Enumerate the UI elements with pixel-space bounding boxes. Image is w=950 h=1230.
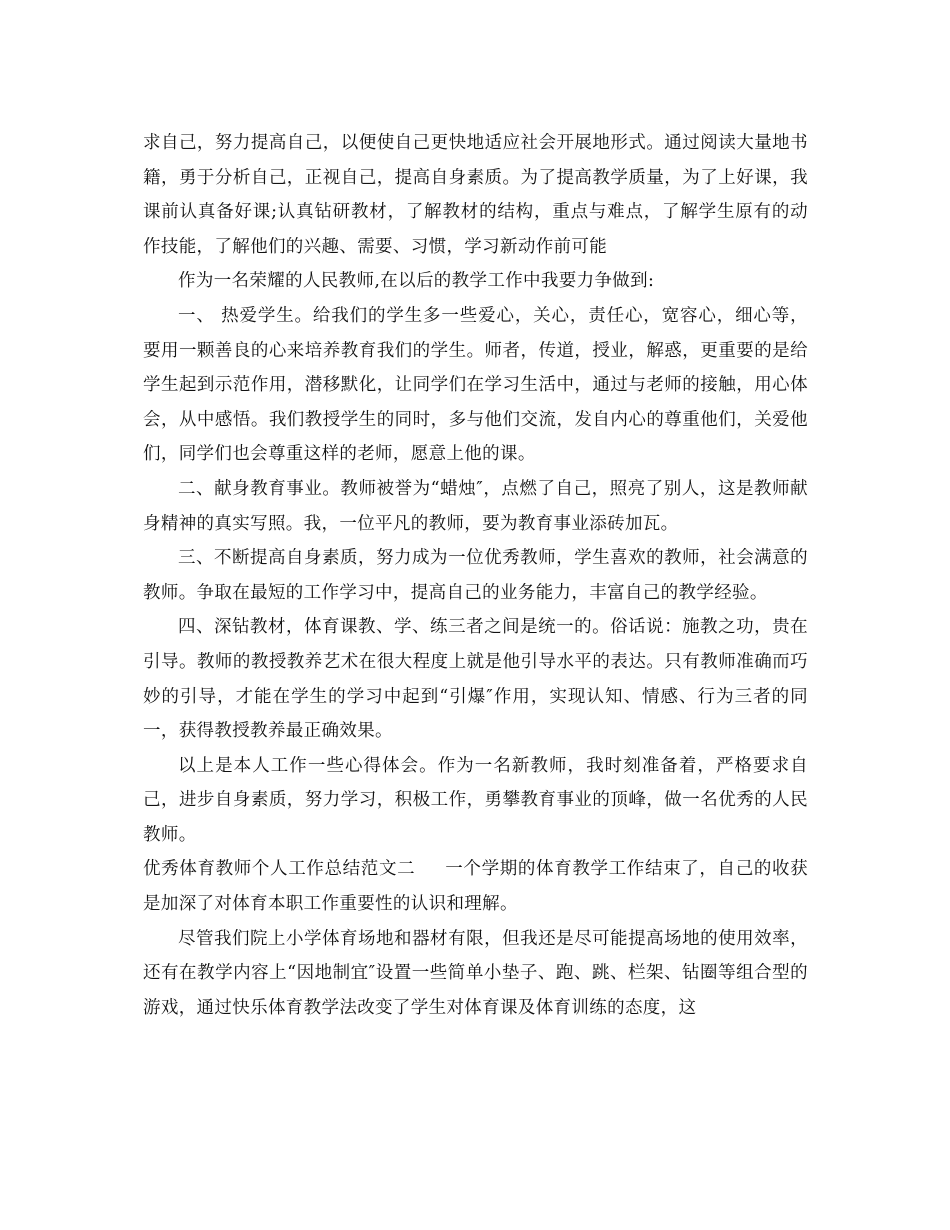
section-two-lead: 一个学期的体育教学工作结束了，自己的收获是加深了对体育本职工作重要性的认识和理解。 — [143, 859, 809, 915]
paragraph-1: 求自己，努力提高自己，以便使自己更快地适应社会开展地形式。通过阅读大量地书籍，勇于分析自己，正视自己，提高自身素质。为了提高教学质量，为了上好课，我课前认真备好课;认真钻研教材，了解教材的结构，重点与难点，了解学生原有的动作技能，了解他们的兴趣、需要、习惯，学习新动作前可能 — [143, 133, 808, 257]
paragraph-5: 三、不断提高自身素质，努力成为一位优秀教师，学生喜欢的教师，社会满意的教师。争取在最短的工作学习中，提高自己的业务能力，丰富自己的教学经验。 — [143, 548, 808, 603]
paragraph-closing: 尽管我们院上小学体育场地和器材有限，但我还是尽可能提高场地的使用效率，还有在教学内容上“因地制宜″设置一些简单小垫子、跑、跳、栏架、钻圈等组合型的游戏，通过快乐体育教学法改变了学生对体育课及体育训练的态度，这 — [143, 928, 808, 1018]
paragraph-6: 四、深钻教材，体育课教、学、练三者之间是统一的。俗话说：施教之功，贵在引导。教师的教授教养艺术在很大程度上就是他引导水平的表达。只有教师准确而巧妙的引导，才能在学生的学习中起到“引爆″作用，实现认知、情感、行为三者的同一，获得教授教养最正确效果。 — [143, 617, 808, 742]
document-page — [143, 126, 808, 1025]
paragraph-2: 作为一名荣耀的人民教师,在以后的教学工作中我要力争做到: — [178, 271, 655, 292]
section-two-heading-line — [143, 852, 808, 921]
paragraph-7: 以上是本人工作一些心得体会。作为一名新教师，我时刻准备着，严格要求自己，进步自身素质，努力学习，积极工作，勇攀教育事业的顶峰，做一名优秀的人民教师。 — [143, 755, 808, 845]
paragraph-3: 一、 热爱学生。给我们的学生多一些爱心，关心，责任心，宽容心，细心等，要用一颗善良的心来培养教育我们的学生。师者，传道，授业，解惑，更重要的是给学生起到示范作用，潜移默化，让同学们在学习生活中，通过与老师的接触，用心体会，从中感悟。我们教授学生的同时，多与他们交流，发自内心的尊重他们，关爱他们，同学们也会尊重这样的老师，愿意上他的课。 — [143, 305, 808, 465]
paragraph-4: 二、献身教育事业。教师被誉为“蜡烛″，点燃了自己，照亮了别人，这是教师献身精神的真实写照。我，一位平凡的教师，要为教育事业添砖加瓦。 — [143, 478, 808, 534]
section-two-title: 优秀体育教师个人工作总结范文二 — [143, 859, 416, 880]
